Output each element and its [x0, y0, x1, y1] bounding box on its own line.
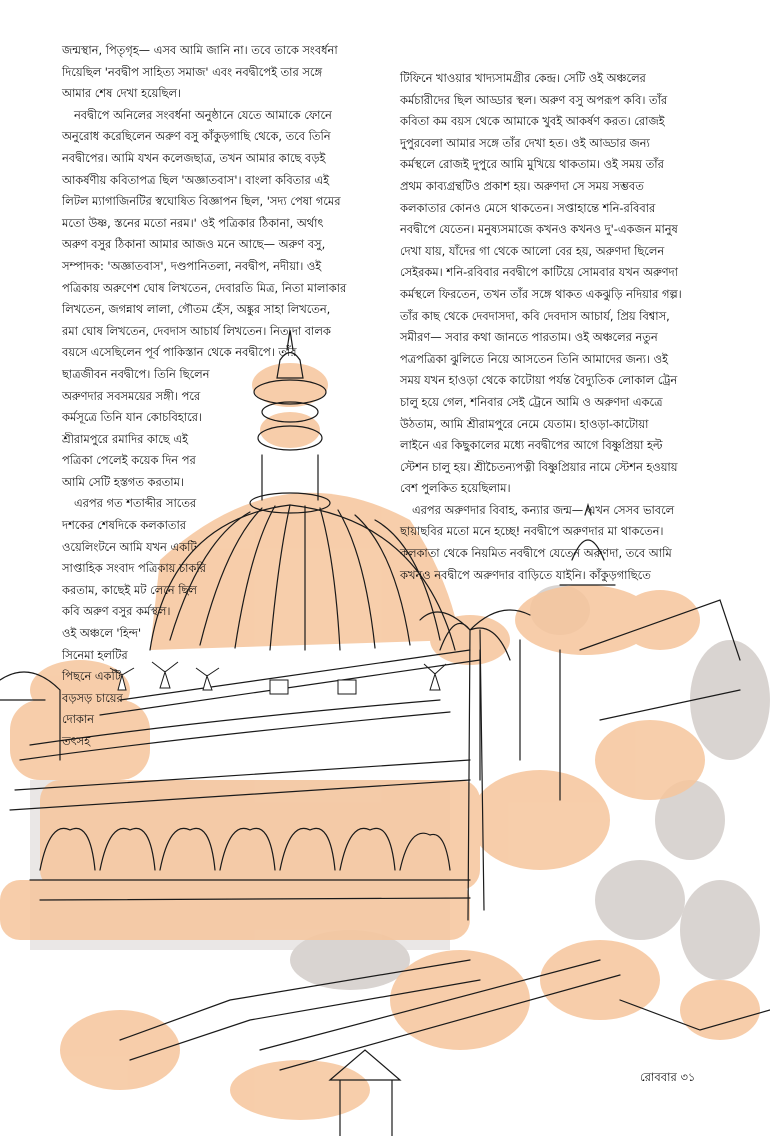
article-line: টিফিনে খাওয়ার খাদ্যসামগ্রীর কেন্দ্র। সেটি ওই অঞ্চলের — [400, 71, 646, 85]
article-line: আমার শেষ দেখা হয়েছিল। — [62, 86, 182, 101]
article-line: ওই অঞ্চলে 'হিন্দ' — [62, 626, 142, 641]
article-line: পত্রপত্রিকা ঝুলিতে নিয়ে আসতেন তিনি আমাদের জন্য। ওই — [400, 351, 668, 366]
article-line: এরপর গত শতাব্দীর সাতের — [74, 496, 197, 511]
article-line: কর্মস্থলে রোজই দুপুরে আমি মুখিয়ে থাকতাম। ওই সময় তাঁর — [400, 157, 664, 172]
article-line: কর্মসূত্রে তিনি যান কোচবিহারে। — [62, 410, 202, 425]
article-line: অনুরোধ করেছিলেন অরুণ বসু কাঁকুড়গাছি থেকে, তবে তিনি — [62, 129, 331, 144]
article-line: সময় যখন হাওড়া থেকে কাটোয়া পর্যন্ত বৈদ্যুতিক লোকাল ট্রেন — [400, 373, 678, 388]
article-line: শ্রীরামপুরে রমাদির কাছে এই — [62, 431, 188, 446]
article-line: দুপুরবেলা আমার সঙ্গে তাঁর দেখা হত। ওই আড্ডার জন্য — [400, 135, 650, 150]
article-line: অরুণদার সবসময়ের সঙ্গী। পরে — [62, 388, 201, 403]
article-line: কখনও নবদ্বীপে অরুণদার বাড়িতে যাইনি। কাঁকুড়গাছিতে — [400, 567, 651, 582]
article-line: ছায়াছবির মতো মনে হচ্ছে! নবদ্বীপে অরুণদার মা থাকতেন। — [400, 524, 664, 539]
article-line: নবদ্বীপের। আমি যখন কলেজছাত্র, তখন আমার কাছে বড়ই — [62, 150, 326, 165]
article-line: সেইরকম। শনি-রবিবার নবদ্বীপে কাটিয়ে সোমবার যখন অরুণদা — [400, 265, 678, 280]
article-line: রমা ঘোষ লিখতেন, দেবদাস আচার্য লিখতেন। নিত্যদা বালক — [62, 323, 331, 338]
article-column-left — [62, 40, 346, 753]
article-line: আকর্ষণীয় কবিতাপত্র ছিল 'অজ্ঞাতবাস'। বাংলা কবিতার এই — [62, 172, 330, 187]
article-line: কর্মচারীদের ছিল আড্ডার স্থল। অরুণ বসু অপরূপ কবি। তাঁর — [400, 92, 668, 107]
article-line: কবি অরুণ বসুর কর্মস্থল। — [62, 604, 171, 619]
article-line: লিখতেন, জগন্নাথ লালা, গৌতম হেঁস, অঙ্কুর সাহা লিখতেন, — [62, 302, 331, 317]
article-line: বেশ পুলকিত হয়েছিলাম। — [400, 481, 511, 496]
article-line: সাপ্তাহিক সংবাদ পত্রিকায় চাকরি — [62, 561, 206, 576]
article-line: বড়সড় চায়ের — [62, 690, 123, 705]
article-line: উঠতাম, আমি শ্রীরামপুরে নেমে যেতাম। হাওড়া-কাটোয়া — [400, 416, 649, 431]
article-line: কলকাতা থেকে নিয়মিত নবদ্বীপে যেতেন অরুণদা, তবে আমি — [400, 546, 672, 561]
article-line: চালু হয়ে গেল, শনিবার সেই ট্রেনে আমি ও অরুণদা একত্রে — [400, 394, 663, 409]
article-line: দশকের শেষদিকে কলকাতার — [62, 518, 187, 533]
article-column-right — [400, 68, 730, 586]
article-line: জন্মস্থান, পিতৃগৃহ— এসব আমি জানি না। তবে তাকে সংবর্ধনা — [62, 43, 338, 57]
article-line: অরুণ বসুর ঠিকানা আমার আজও মনে আছে— অরুণ বসু, — [62, 237, 326, 252]
article-line: ছাত্রজীবন নবদ্বীপে। তিনি ছিলেন — [62, 366, 210, 381]
article-line: করতাম, কাছেই মট লেনে ছিল — [62, 582, 197, 597]
article-line: এরপর অরুণদার বিবাহ, কন্যার জন্ম— এখন সেসব ভাবলে — [412, 502, 675, 517]
article-line: তৎসহ — [62, 734, 91, 748]
article-line: স্টেশন চালু হয়। শ্রীচৈতন্যপত্নী বিষ্ণুপ্রিয়ার নামে স্টেশন হওয়ায় — [400, 459, 678, 474]
article-line: কলকাতার কোনও মেসে থাকতেন। সপ্তাহান্তে শনি-রবিবার — [400, 200, 656, 215]
article-line: বয়সে এসেছিলেন পূর্ব পাকিস্তান থেকে নবদ্বীপে। তাঁর — [62, 345, 297, 360]
article-line: নবদ্বীপে যেতেন। মনুষ্যসমাজে কখনও কখনও দু'-একজন মানুষ — [400, 222, 678, 237]
article-line: পত্রিকা পেলেই কয়েক দিন পর — [62, 453, 196, 468]
article-line: লিটল ম্যাগাজিনটির স্বঘোষিত বিজ্ঞাপন ছিল, 'সদ্য পেষা গমের — [62, 194, 341, 209]
article-line: লাইনে এর কিছুকালের মধ্যে নবদ্বীপের আগে বিষ্ণুপ্রিয়া হল্ট — [400, 438, 663, 453]
article-line: ওয়েলিংটনে আমি যখন একটি — [62, 539, 197, 554]
article-line: দেখা যায়, যাঁদের গা থেকে আলো বের হয়, অরুণদা ছিলেন — [400, 243, 665, 258]
article-line: পত্রিকায় অরুণেশ ঘোষ লিখতেন, দেবারতি মিত্র, নিতা মালাকার — [62, 280, 347, 295]
page-footer-folio: রোববার ৩১ — [640, 1070, 696, 1084]
article-line: আমি সেটি হস্তগত করতাম। — [62, 474, 185, 489]
article-line: তাঁর কাছ থেকে দেবদাসদা, কবি দেবদাস আচার্য, প্রিয় বিশ্বাস, — [400, 308, 670, 323]
article-line: পিছনে একটি — [62, 669, 121, 684]
article-line: প্রথম কাব্যগ্রন্থটিও প্রকাশ হয়। অরুণদা সে সময় সম্ভবত — [400, 178, 644, 193]
article-line: দোকান — [62, 712, 94, 727]
article-line: সিনেমা হলটির — [62, 647, 128, 662]
article-line: সমীরণ— সবার কথা জানতে পারতাম। ওই অঞ্চলের নতুন — [400, 330, 658, 345]
article-line: সম্পাদক: 'অজ্ঞাতবাস', দণ্ডপানিতলা, নবদ্বীপ, নদীয়া। ওই — [62, 258, 322, 273]
article-line: মতো উষ্ণ, স্তনের মতো নরম।' ওই পত্রিকার ঠিকানা, অর্থাৎ — [62, 215, 324, 230]
article-line: কর্মস্থলে ফিরতেন, তখন তাঁর সঙ্গে থাকত একঝুড়ি নদিয়ার গল্প। — [400, 286, 682, 301]
article-line: দিয়েছিল 'নবদ্বীপ সাহিত্য সমাজ' এবং নবদ্বীপেই তার সঙ্গে — [62, 64, 323, 79]
article-line: নবদ্বীপে অনিলের সংবর্ধনা অনুষ্ঠানে যেতে আমাকে ফোনে — [74, 107, 332, 122]
article-line: কবিতা কম বয়স থেকে আমাকে খুবই আকর্ষণ করত। রোজই — [400, 114, 665, 129]
